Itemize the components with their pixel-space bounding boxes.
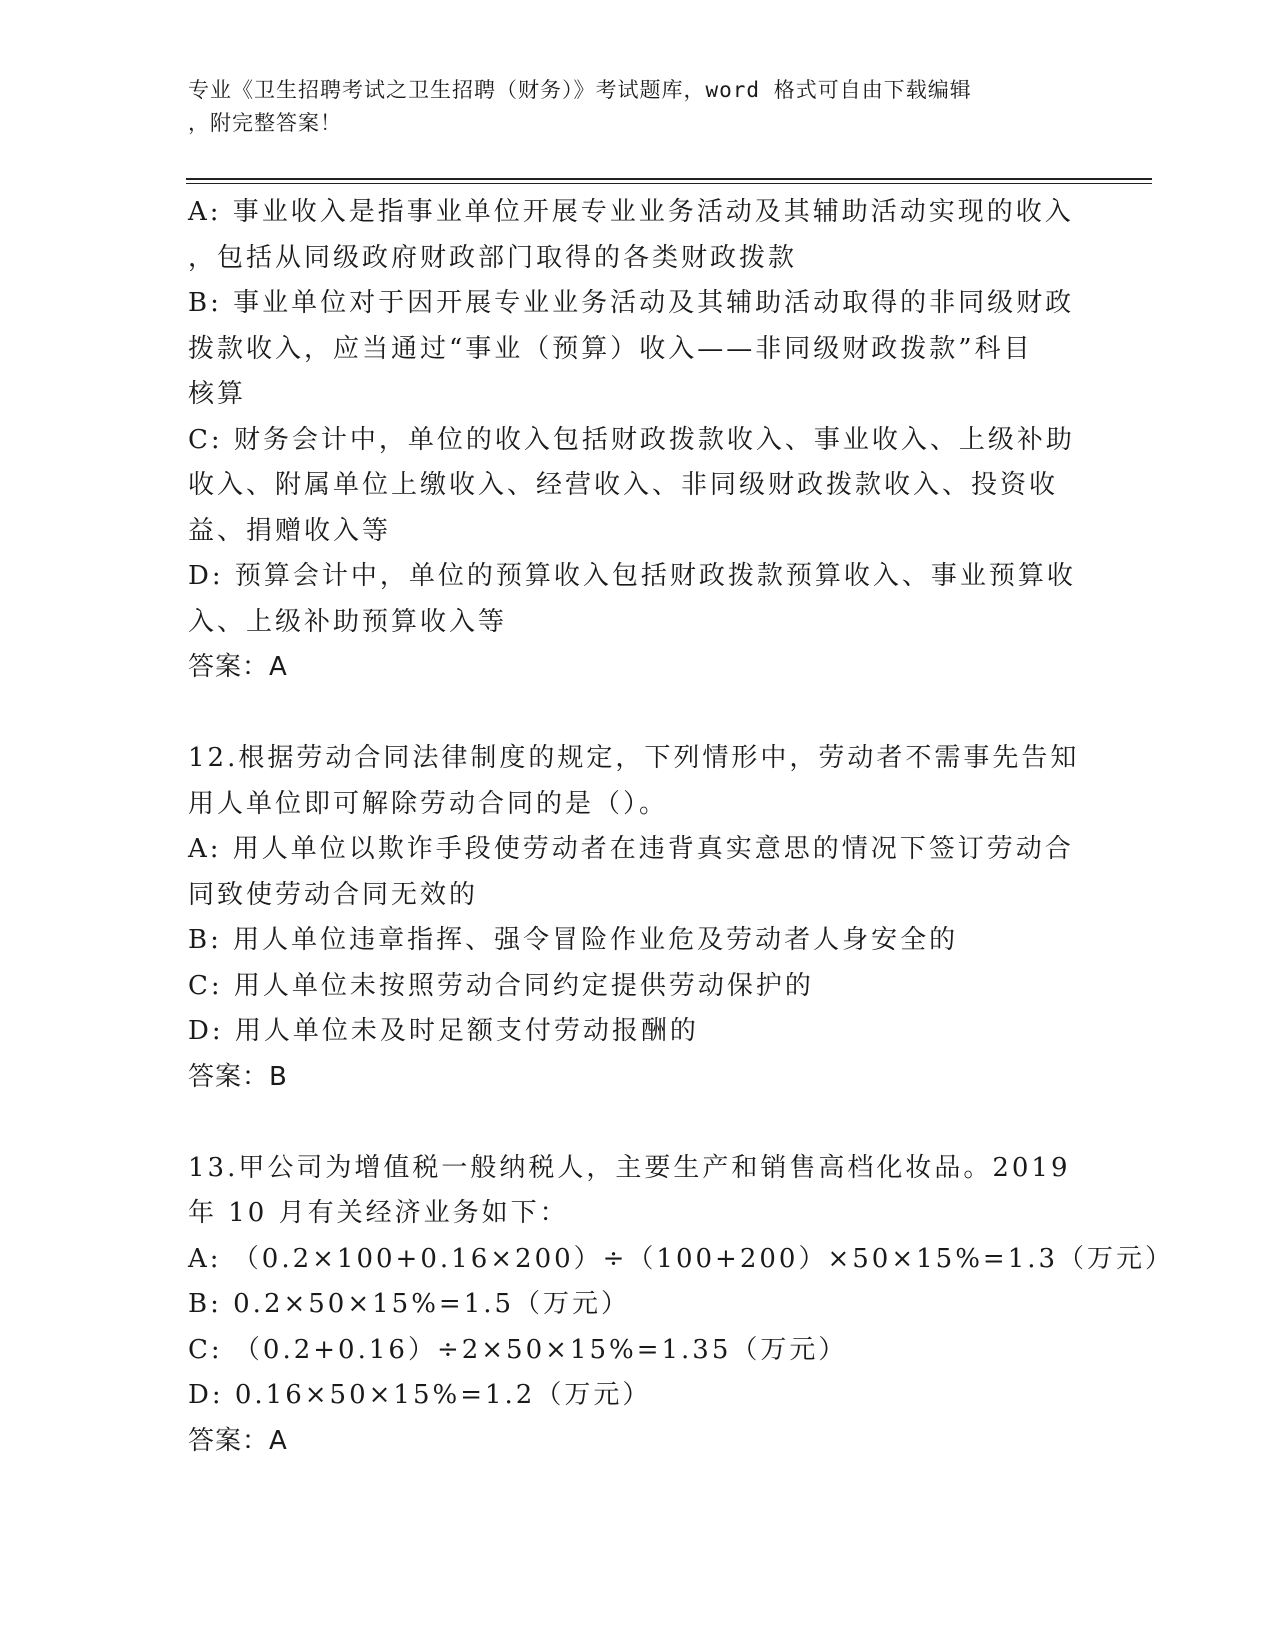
q11-option-d-line-2: 入、上级补助预算收入等 — [188, 606, 508, 637]
header-divider-thin — [186, 183, 1152, 184]
q11-option-b-line-2: 拨款收入，应当通过“事业（预算）收入——非同级财政拨款”科目 — [188, 333, 1033, 364]
q11-option-b-line-3: 核算 — [188, 379, 247, 409]
q12-option-a-line-2: 同致使劳动合同无效的 — [188, 879, 479, 910]
q13-option-a: A: （0.2×100+0.16×200）÷（100+200）×50×15%=1.3（万元） — [188, 1243, 1175, 1274]
q13-block — [188, 1146, 1175, 1465]
q12-option-d: D: 用人单位未及时足额支付劳动报酬的 — [188, 1016, 699, 1046]
q12-stem-line-1: 12.根据劳动合同法律制度的规定，下列情形中，劳动者不需事先告知 — [188, 743, 1080, 773]
document-header — [188, 74, 1068, 140]
q11-options — [188, 190, 1088, 691]
q12-option-a-line-1: A: 用人单位以欺诈手段使劳动者在违背真实意思的情况下签订劳动合 — [188, 834, 1074, 864]
q13-option-c: C: （0.2+0.16）÷2×50×15%=1.35（万元） — [188, 1334, 848, 1365]
header-line-1: 专业《卫生招聘考试之卫生招聘（财务）》考试题库，word 格式可自由下载编辑 — [188, 78, 972, 102]
q11-option-c-line-2: 收入、附属单位上缴收入、经营收入、非同级财政拨款收入、投资收 — [188, 470, 1059, 500]
q13-answer: 答案：A — [188, 1425, 288, 1456]
q11-option-d-line-1: D: 预算会计中，单位的预算收入包括财政拨款预算收入、事业预算收 — [188, 561, 1076, 591]
q13-stem-line-1: 13.甲公司为增值税一般纳税人，主要生产和销售高档化妆品。2019 — [188, 1152, 1071, 1183]
q13-option-d: D: 0.16×50×15%=1.2（万元） — [188, 1380, 652, 1410]
header-divider-thick — [186, 178, 1152, 180]
q12-option-b: B: 用人单位违章指挥、强令冒险作业危及劳动者人身安全的 — [188, 925, 959, 955]
q11-option-c-line-3: 益、捐赠收入等 — [188, 515, 392, 546]
header-line-2: ，附完整答案！ — [188, 111, 342, 135]
q12-answer: 答案：B — [188, 1061, 288, 1092]
q11-option-a-line-1: A: 事业收入是指事业单位开展专业业务活动及其辅助活动实现的收入 — [188, 197, 1074, 227]
q11-option-c-line-1: C: 财务会计中，单位的收入包括财政拨款收入、事业收入、上级补助 — [188, 424, 1075, 455]
q11-answer: 答案：A — [188, 652, 288, 682]
q11-option-b-line-1: B: 事业单位对于因开展专业业务活动及其辅助活动取得的非同级财政 — [188, 288, 1075, 318]
q11-option-a-line-2: ，包括从同级政府财政部门取得的各类财政拨款 — [188, 242, 798, 273]
question-content — [188, 190, 1175, 1464]
spacer — [188, 691, 1088, 737]
q12-stem-line-2: 用人单位即可解除劳动合同的是（）。 — [188, 788, 669, 819]
q12-block — [188, 736, 1088, 1100]
spacer — [188, 1100, 1088, 1146]
q13-option-b: B: 0.2×50×15%=1.5（万元） — [188, 1289, 631, 1319]
q13-stem-line-2: 年 10 月有关经济业务如下： — [188, 1198, 569, 1228]
q12-option-c: C: 用人单位未按照劳动合同约定提供劳动保护的 — [188, 970, 814, 1001]
